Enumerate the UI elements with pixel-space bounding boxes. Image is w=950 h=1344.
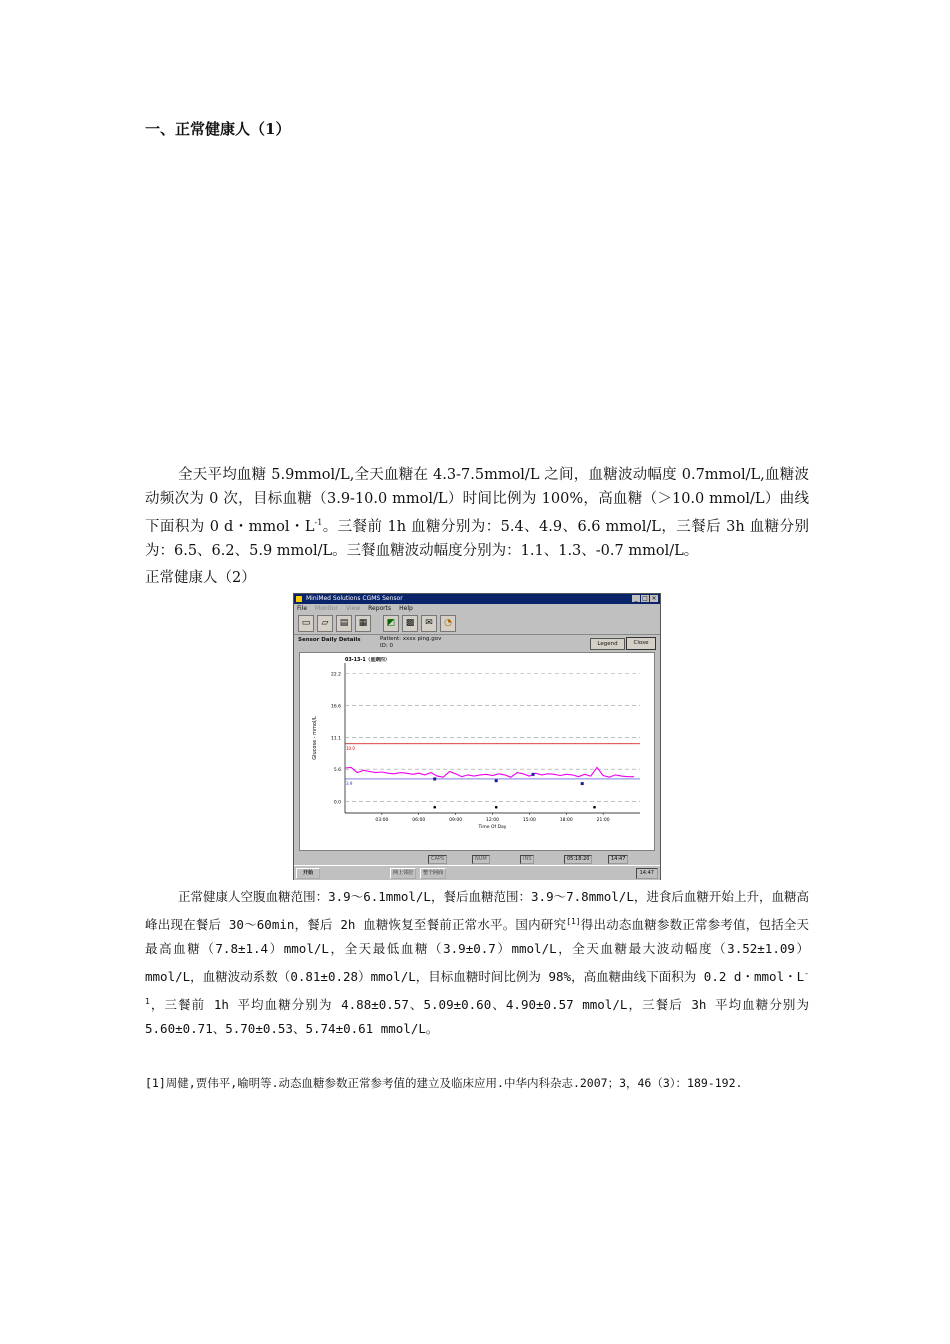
- status-date: 05:18:20: [564, 855, 592, 864]
- legend-button[interactable]: Legend: [590, 638, 625, 650]
- id-label: ID: 0: [380, 643, 393, 649]
- y-tick-label: 5.6: [333, 768, 341, 774]
- cgms-app-screenshot: [293, 593, 661, 880]
- new-icon[interactable]: ▭: [298, 615, 314, 632]
- menu-bar: [294, 604, 660, 613]
- x-tick-label: 09:00: [449, 818, 463, 823]
- meter-reading-marker: [433, 777, 436, 780]
- status-time: 14:47: [608, 855, 628, 864]
- menu-view[interactable]: View: [345, 605, 361, 612]
- taskbar-item-1[interactable]: 网上邻居: [390, 868, 416, 879]
- meter-reading-marker: [581, 782, 584, 785]
- event-marker: [433, 806, 436, 809]
- target-low-label: 3.9: [346, 780, 353, 786]
- app-icon: [296, 596, 302, 602]
- x-tick-label: 06:00: [412, 818, 426, 823]
- minimize-button[interactable]: _: [632, 595, 640, 602]
- citation: [1]: [566, 916, 581, 926]
- event-marker: [495, 806, 498, 809]
- x-tick-label: 03:00: [375, 818, 389, 823]
- taskbar-item-2[interactable]: 整个阿商: [420, 868, 446, 879]
- y-axis-label: Glucose - mmol/L: [312, 716, 318, 760]
- close-window-button[interactable]: ×: [651, 595, 657, 602]
- maximize-button[interactable]: □: [642, 595, 648, 602]
- y-tick-label: 22.2: [330, 672, 341, 678]
- target-high-label: 10.0: [346, 745, 355, 751]
- close-button[interactable]: Close: [626, 637, 656, 650]
- chart-panel: [299, 652, 655, 851]
- panel-title: Sensor Daily Details: [298, 637, 361, 643]
- summary-paragraph-2: 正常健康人空腹血糖范围：3.9～6.1mmol/L，餐后血糖范围：3.9～7.8mmol/L，进食后血糖开始上升，血糖高峰出现在餐后 30～60min，餐后 2h 血糖恢复至餐前正常水平。国内研究[1]得出动态血糖参数正常参考值，包括全天最高血糖（7.8±1.4）mmol/L，全天最低血糖（3.9±0.7）mmol/L，全天血糖最大波动幅度（3.52±1.09）mmol/L，血糖波动系数（0.81±0.28）mmol/L，目标血糖时间比例为 98%，高血糖曲线下面积为 0.2 d・mmol・$L^{-1}$，三餐前 1h 平均血糖分别为 4.88±0.57、5.09±0.60、4.90±0.57 mmol/L，三餐后 3h 平均血糖分别为 5.60±0.71、5.70±0.53、5.74±0.61 mmol/L。: [145, 889, 809, 1037]
- chart-icon[interactable]: ◩: [383, 615, 399, 632]
- table-icon[interactable]: ▩: [402, 615, 418, 632]
- meter-reading-marker: [532, 773, 535, 776]
- y-tick-label: 11.1: [330, 736, 341, 742]
- meter-reading-marker: [495, 779, 498, 782]
- status-ins: INS: [520, 855, 534, 864]
- taskbar-clock: 14:47: [636, 868, 658, 879]
- x-tick-label: 21:00: [596, 818, 610, 823]
- taskbar: [294, 865, 660, 880]
- toolbar: [294, 613, 660, 635]
- glucose-chart: [300, 653, 654, 850]
- save-icon[interactable]: ▦: [355, 615, 371, 632]
- x-axis-label: Time Of Day: [478, 825, 507, 830]
- envelope-icon[interactable]: ✉: [421, 615, 437, 632]
- app-titlebar: [294, 594, 660, 604]
- x-tick-label: 12:00: [486, 818, 499, 823]
- reference: [1]周健,贾伟平,喻明等.动态血糖参数正常参考值的建立及临床应用.中华内科杂志.2007；3，46（3）：189-192.: [145, 1076, 743, 1090]
- section-heading-2: 正常健康人（2）: [145, 570, 256, 586]
- x-tick-label: 15:00: [522, 818, 536, 823]
- status-caps: CAPS: [428, 855, 447, 864]
- print-icon[interactable]: ▤: [336, 615, 352, 632]
- chart-title: 03-13-1（星期四）: [345, 658, 390, 663]
- start-button[interactable]: 开始: [296, 868, 320, 879]
- clock-icon[interactable]: ◔: [440, 615, 456, 632]
- menu-monitor[interactable]: Monitor: [315, 605, 338, 612]
- menu-reports[interactable]: Reports: [368, 605, 392, 612]
- x-tick-label: 18:00: [559, 818, 573, 823]
- open-icon[interactable]: ▱: [317, 615, 333, 632]
- section-heading-1: 一、正常健康人（1）: [145, 120, 291, 138]
- event-marker: [593, 806, 596, 809]
- summary-paragraph-1: 全天平均血糖 5.9mmol/L,全天血糖在 4.3-7.5mmol/L 之间，血糖波动幅度 0.7mmol/L,血糖波动频次为 0 次，目标血糖（3.9-10.0 mmol/L）时间比例为 100%，高血糖（＞10.0 mmol/L）曲线下面积为 0 d・mmol・$L^{-1}$。三餐前 1h 血糖分别为：5.4、4.9、6.6 mmol/L，三餐后 3h 血糖分别为：6.5、6.2、5.9 mmol/L。三餐血糖波动幅度分别为：1.1、1.3、-0.7 mmol/L。: [145, 467, 809, 559]
- status-num: NUM: [472, 855, 490, 864]
- menu-help[interactable]: Help: [399, 605, 413, 612]
- patient-label: Patient: xxxx ping.gov: [380, 636, 442, 642]
- detail-header: [294, 635, 660, 653]
- y-tick-label: 0.0: [333, 800, 341, 806]
- y-tick-label: 16.6: [330, 704, 341, 710]
- menu-file[interactable]: File: [297, 605, 308, 612]
- app-title: MiniMed Solutions CGMS Sensor: [306, 595, 403, 602]
- status-bar: [294, 854, 660, 864]
